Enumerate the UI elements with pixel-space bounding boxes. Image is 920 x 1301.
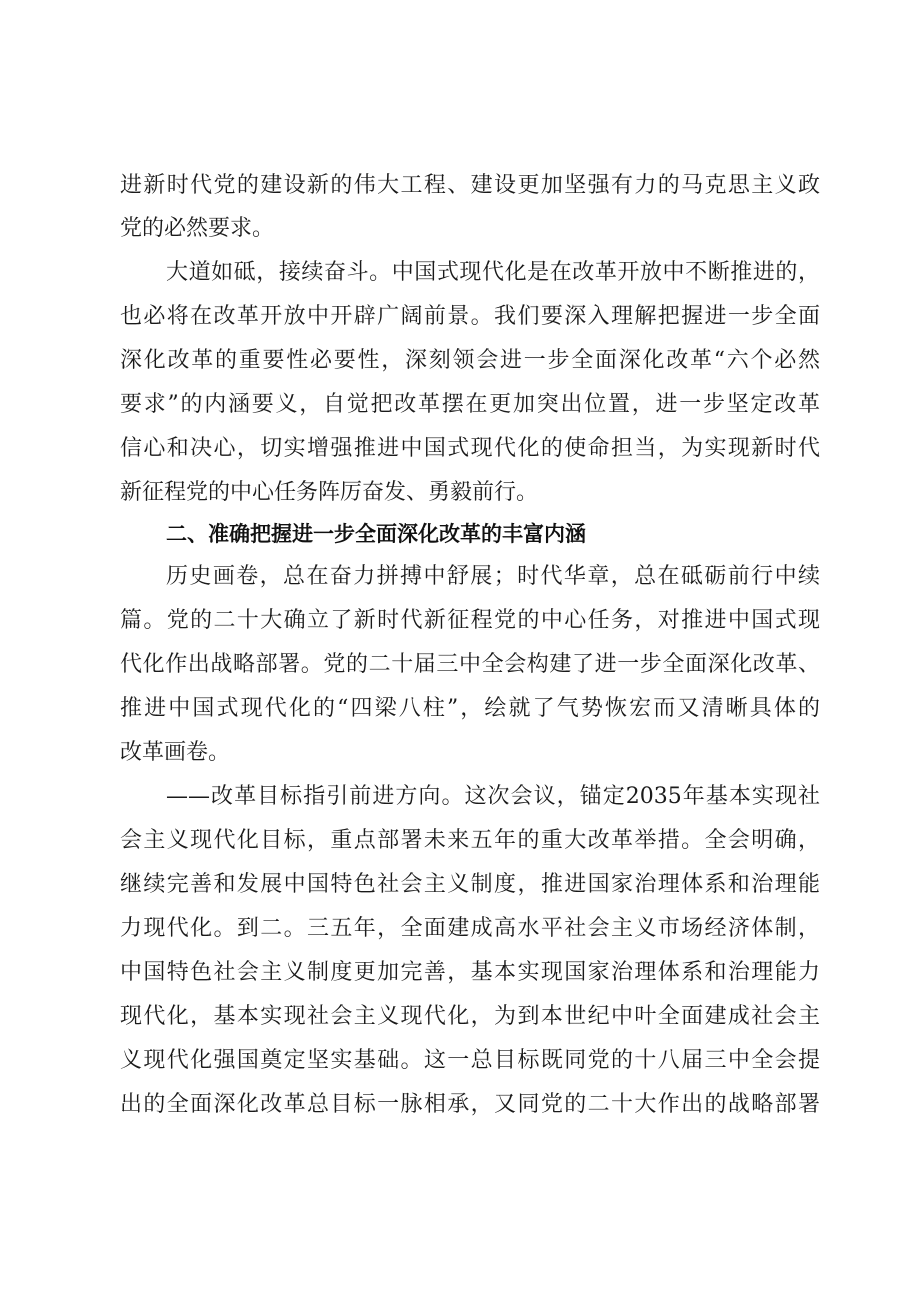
paragraph-3-line-1: 历史画卷，总在奋力拼搏中舒展；时代华章，总在砥砺前行中续 <box>166 564 820 589</box>
paragraph-1-line-1: 进新时代党的建设新的伟大工程、建设更加坚强有力的马克思主义政 <box>120 173 820 198</box>
paragraph-2-line-2: 也必将在改革开放中开辟广阔前景。我们要深入理解把握进一步全面 <box>120 304 820 329</box>
paragraph-2-line-4: 要求”的内涵要义，自觉把改革摆在更加突出位置，进一步坚定改革 <box>120 392 820 417</box>
paragraph-4-line-4: 力现代化。到二。三五年，全面建成高水平社会主义市场经济体制， <box>120 916 820 941</box>
paragraph-4-line-2: 会主义现代化目标，重点部署未来五年的重大改革举措。全会明确， <box>120 828 820 853</box>
paragraph-4-line-6: 现代化，基本实现社会主义现代化，为到本世纪中叶全面建成社会主 <box>120 1004 820 1029</box>
paragraph-3-line-3: 代化作出战略部署。党的二十届三中全会构建了进一步全面深化改革、 <box>120 652 820 677</box>
paragraph-3-line-4: 推进中国式现代化的“四梁八柱”，绘就了气势恢宏而又清晰具体的 <box>120 696 820 721</box>
paragraph-2-line-6: 新征程党的中心任务阵厉奋发、勇毅前行。 <box>120 480 539 505</box>
paragraph-4-line-7: 义现代化强国奠定坚实基础。这一总目标既同党的十八届三中全会提 <box>120 1048 820 1073</box>
paragraph-4-line-1: ——改革目标指引前进方向。这次会议，锚定2035年基本实现社 <box>166 784 820 809</box>
paragraph-4-line-8: 出的全面深化改革总目标一脉相承，又同党的二十大作出的战略部署 <box>120 1092 820 1117</box>
paragraph-3-line-5: 改革画卷。 <box>120 740 231 765</box>
paragraph-4-line-5: 中国特色社会主义制度更加完善，基本实现国家治理体系和治理能力 <box>120 960 820 985</box>
paragraph-2-line-5: 信心和决心，切实增强推进中国式现代化的使命担当，为实现新时代 <box>120 436 820 461</box>
paragraph-2-line-1: 大道如砥，接续奋斗。中国式现代化是在改革开放中不断推进的， <box>166 260 820 285</box>
paragraph-3-line-2: 篇。党的二十大确立了新时代新征程党的中心任务，对推进中国式现 <box>120 608 820 633</box>
paragraph-2-line-3: 深化改革的重要性必要性，深刻领会进一步全面深化改革“六个必然 <box>120 348 820 373</box>
section-heading: 二、准确把握进一步全面深化改革的丰富内涵 <box>166 522 586 546</box>
paragraph-4-line-3: 继续完善和发展中国特色社会主义制度，推进国家治理体系和治理能 <box>120 872 820 897</box>
paragraph-1-line-2: 党的必然要求。 <box>120 216 275 241</box>
